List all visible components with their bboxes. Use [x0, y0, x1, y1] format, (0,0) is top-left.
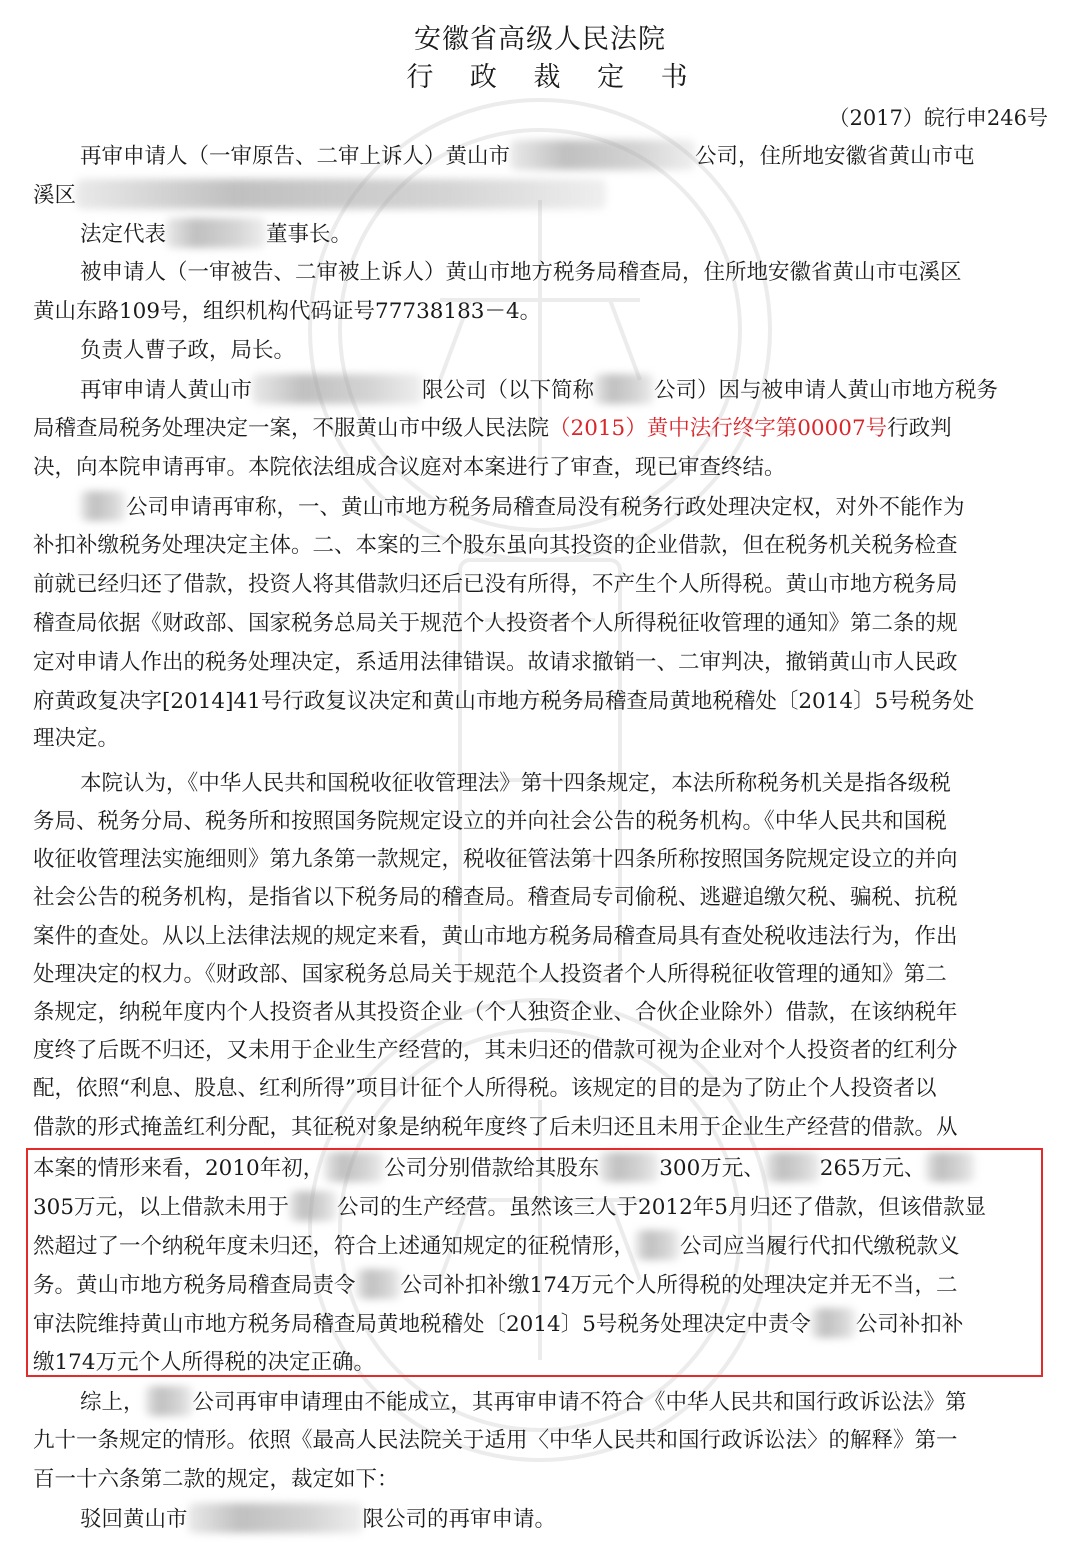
text-line: 审法院维持黄山市地方税务局稽查局黄地税稽处〔2014〕5号税务处理决定中责令 公司补扣补 [33, 1308, 963, 1341]
text-line: 处理决定的权力。《财政部、国家税务总局关于规范个人投资者个人所得税征收管理的通知》第二 [33, 962, 947, 987]
text-line: 理决定。 [33, 726, 120, 751]
text-line: 综上， 公司再审申请理由不能成立，其再审申请不符合《中华人民共和国行政诉讼法》第 [80, 1386, 967, 1419]
redacted-text [510, 140, 695, 170]
text-line: 案件的查处。从以上法律法规的规定来看，黄山市地方税务局稽查局具有查处税收违法行为，作出 [33, 924, 958, 949]
text-line: 然超过了一个纳税年度未归还，符合上述通知规定的征税情形， 公司应当履行代扣代缴税款义 [33, 1230, 960, 1263]
redacted-text [188, 1503, 363, 1533]
text-line: 府黄政复决字[2014]41号行政复议决定和黄山市地方税务局稽查局黄地税稽处〔2014〕5号税务处 [33, 689, 975, 714]
text-line: 度终了后既不归还，又未用于企业生产经营的，其未归还的借款可视为企业对个人投资者的红利分 [33, 1038, 958, 1063]
text-line: 配，依照“利息、股息、红利所得”项目计征个人所得税。该规定的目的是为了防止个人投资者以 [33, 1076, 937, 1101]
text-line: 务。黄山市地方税务局稽查局责令 公司补扣补缴174万元个人所得税的处理决定并无不当，二 [33, 1269, 958, 1302]
text-line: 社会公告的税务机构，是指省以下税务局的稽查局。稽查局专司偷税、逃避追缴欠税、骗税、抗税 [33, 885, 958, 910]
text-line: 再审申请人（一审原告、二审上诉人）黄山市 公司，住所地安徽省黄山市屯 [80, 140, 975, 173]
text-line: 本院认为，《中华人民共和国税收征收管理法》第十四条规定，本法所称税务机关是指各级税 [80, 771, 951, 796]
court-name: 安徽省高级人民法院 [414, 24, 666, 55]
text-line: 黄山东路109号，组织机构代码证号77738183－4。 [33, 299, 542, 324]
text-line: 再审申请人黄山市 限公司（以下简称 公司）因与被申请人黄山市地方税务 [80, 374, 998, 407]
highlight-box [26, 1148, 1043, 1377]
text-line: 法定代表 董事长。 [80, 218, 352, 251]
text-line: 决，向本院申请再审。本院依法组成合议庭对本案进行了审查，现已审查终结。 [33, 455, 786, 480]
document-type-title: 行 政 裁 定 书 [406, 62, 702, 93]
text-line: 被申请人（一审被告、二审被上诉人）黄山市地方税务局稽查局，住所地安徽省黄山市屯溪区 [80, 260, 962, 285]
text-line: 借款的形式掩盖红利分配，其征税对象是纳税年度终了后未归还且未用于企业生产经营的借款。从 [33, 1115, 958, 1140]
text-line: 百一十六条第二款的规定，裁定如下： [33, 1467, 399, 1492]
case-number: （2017）皖行申246号 [828, 106, 1048, 130]
text-line: 务局、税务分局、税务所和按照国务院规定设立的并向社会公告的税务机构。《中华人民共和国税 [33, 809, 947, 834]
text-line: 局稽查局税务处理决定一案，不服黄山市中级人民法院（2015）黄中法行终字第00007号行政判 [33, 416, 952, 441]
text-line: 条规定，纳税年度内个人投资者从其投资企业（个人独资企业、合伙企业除外）借款，在该纳税年 [33, 1000, 958, 1025]
text-line: 公司申请再审称，一、黄山市地方税务局稽查局没有税务行政处理决定权，对外不能作为 [80, 491, 965, 524]
text-line: 收征收管理法实施细则》第九条第一款规定，税收征管法第十四条所称按照国务院规定设立的并向 [33, 847, 958, 872]
text-line: 定对申请人作出的税务处理决定，系适用法律错误。故请求撤销一、二审判决，撤销黄山市人民政 [33, 650, 958, 675]
text-line: 前就已经归还了借款，投资人将其借款归还后已没有所得，不产生个人所得税。黄山市地方税务局 [33, 572, 958, 597]
redacted-text [76, 179, 606, 209]
text-line: 缴174万元个人所得税的决定正确。 [33, 1350, 376, 1375]
redacted-text [594, 374, 654, 404]
text-line: 九十一条规定的情形。依照《最高人民法院关于适用〈中华人民共和国行政诉讼法〉的解释》第一 [33, 1428, 958, 1453]
text-line: 补扣补缴税务处理决定主体。二、本案的三个股东虽向其投资的企业借款，但在税务机关税务检查 [33, 533, 958, 558]
redacted-text [252, 374, 422, 404]
text-line: 稽查局依据《财政部、国家税务总局关于规范个人投资者个人所得税征收管理的通知》第二条的规 [33, 611, 958, 636]
text-line: 305万元，以上借款未用于 公司的生产经营。虽然该三人于2012年5月归还了借款，但该借款显 [33, 1191, 986, 1224]
text-line: 溪区 [33, 179, 606, 212]
case-reference-red: （2015）黄中法行终字第00007号 [549, 416, 888, 441]
redacted-text [80, 491, 126, 521]
text-line: 本案的情形来看，2010年初， 公司分别借款给其股东 300万元、 265万元、 [33, 1152, 975, 1185]
text-line: 负责人曹子政，局长。 [80, 338, 296, 363]
redacted-text [166, 218, 266, 248]
text-line: 驳回黄山市 限公司的再审申请。 [80, 1503, 556, 1536]
redacted-text [145, 1386, 193, 1416]
